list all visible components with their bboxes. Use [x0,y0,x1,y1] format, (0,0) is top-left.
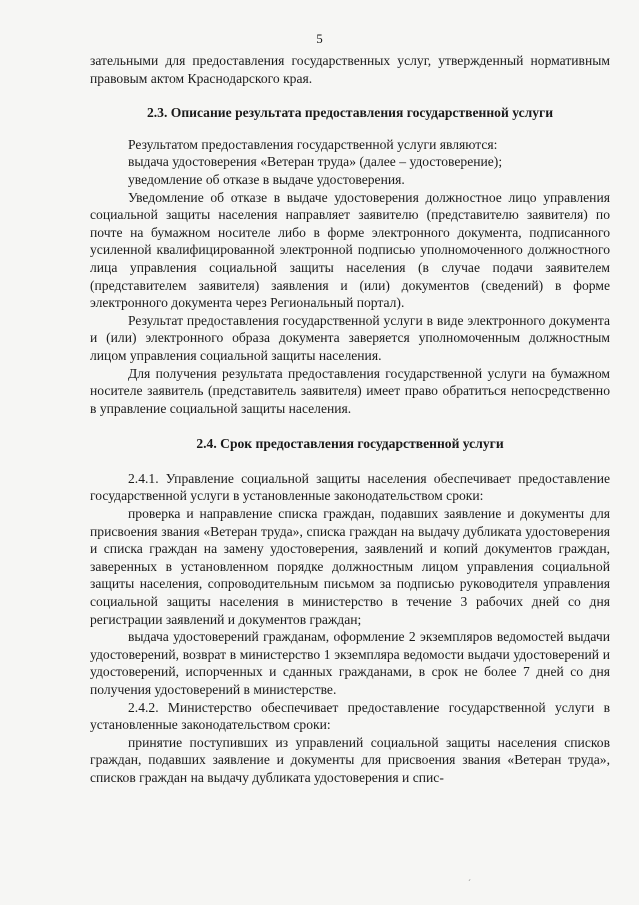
paragraph: принятие поступивших из управлений социальной защиты населения списков граждан, подавших заявление и документы для присвоения звания «Ветеран труда», списков граждан на выдачу дубликата удостоверения и спис- [90,734,610,785]
paragraph-continuation: зательными для предоставления государственных услуг, утвержденный нормативным правовым актом Краснодарского края. [90,53,610,86]
paragraph: выдача удостоверений гражданам, оформление 2 экземпляров ведомостей выдачи удостоверений, возврат в министерство 1 экземпляра ведомости выдачи удостоверений и удостоверений, испорченных и сданных гражданами, в срок не более 7 дней со дня получения удостоверений в министерстве. [90,629,610,697]
document-body [90,52,610,787]
page-number: 5 [316,31,323,46]
paragraph: Результатом предоставления государственной услуги являются: [128,136,498,152]
paragraph: проверка и направление списка граждан, подавших заявление и документы для присвоения звания «Ветеран труда», списка граждан на выдачу дубликата удостоверения и списка граждан на замену удостоверения, заявлений и копий документов граждан, заверенных в установленном порядке должностным лицом управления социальной защиты населения, сопроводительным письмом за подписью руководителя управления социальной защиты населения в министерство в течение 3 рабочих дней со дня регистрации заявлений и документов граждан; [90,506,610,627]
paragraph: уведомление об отказе в выдаче удостоверения. [128,171,405,187]
paragraph: Уведомление об отказе в выдаче удостоверения должностное лицо управления социальной защиты населения направляет заявителю (представителю заявителя) по почте на бумажном носителе либо в форме электронного документа, подписанного усиленной квалифицированной электронной подписью уполномоченного должностного лица управления социальной защиты населения (в случае подачи заявителем (представителем заявителя) заявления и (или) документов (сведений) в форме электронного документа через Региональный портал). [90,189,610,311]
section-title-2-4: 2.4. Срок предоставления государственной услуги [196,436,504,452]
paragraph: Результат предоставления государственной услуги в виде электронного документа и (или) электронного образа документа заверяется уполномоченным должностным лицом управления социальной защиты населения. [90,312,610,363]
section-title-2-3: 2.3. Описание результата предоставления государственной услуги [146,105,554,121]
scan-mark: ˊ [468,878,471,888]
paragraph: 2.4.2. Министерство обеспечивает предоставление государственной услуги в установленные законодательством сроки: [90,699,610,733]
paragraph: 2.4.1. Управление социальной защиты населения обеспечивает предоставление государственной услуги в установленные законодательством сроки: [90,470,610,504]
paragraph: выдача удостоверения «Ветеран труда» (далее – удостоверение); [128,154,503,170]
paragraph: Для получения результата предоставления государственной услуги на бумажном носителе заявитель (представитель заявителя) имеет право обратиться непосредственно в управление социальной защиты населения. [90,365,610,416]
